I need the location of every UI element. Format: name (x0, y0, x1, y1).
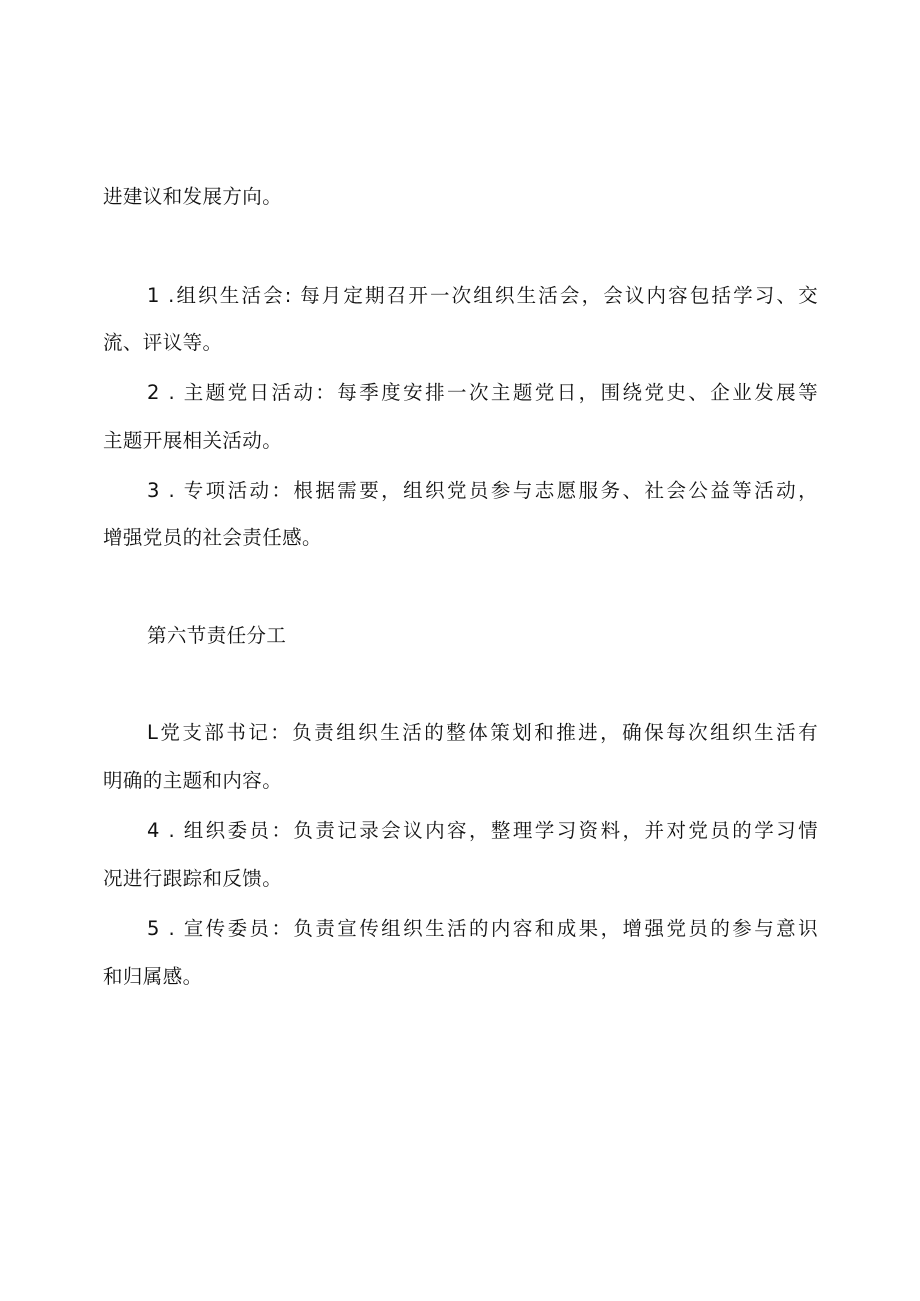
activity-3-line-1: 3 . 专项活动：根据需要，组织党员参与志愿服务、社会公益等活动， (147, 479, 818, 502)
responsibility-1-line-1: L党支部书记：负责组织生活的整体策划和推进，确保每次组织生活有 (147, 721, 818, 744)
section-heading: 第六节责任分工 (147, 624, 287, 647)
intro-continuation-text: 进建议和发展方向。 (103, 185, 283, 208)
activity-2-line-2: 主题开展相关活动。 (103, 429, 283, 452)
activity-3-line-2: 增强党员的社会责任感。 (103, 526, 322, 549)
responsibility-3-line-2: 和归属感。 (103, 965, 203, 988)
responsibility-3-line-1: 5 . 宣传委员：负责宣传组织生活的内容和成果，增强党员的参与意识 (147, 917, 818, 940)
responsibility-2-line-1: 4 . 组织委员：负责记录会议内容，整理学习资料，并对党员的学习情 (147, 819, 818, 842)
responsibility-1-line-2: 明确的主题和内容。 (103, 769, 283, 792)
activity-2-line-1: 2 . 主题党日活动：每季度安排一次主题党日，围绕党史、企业发展等 (147, 381, 818, 404)
activity-1-line-1: 1 .组织生活会: 每月定期召开一次组织生活会，会议内容包括学习、交 (147, 284, 818, 307)
activity-1-line-2: 流、评议等。 (103, 331, 223, 354)
responsibility-2-line-2: 况进行跟踪和反馈。 (103, 867, 283, 890)
